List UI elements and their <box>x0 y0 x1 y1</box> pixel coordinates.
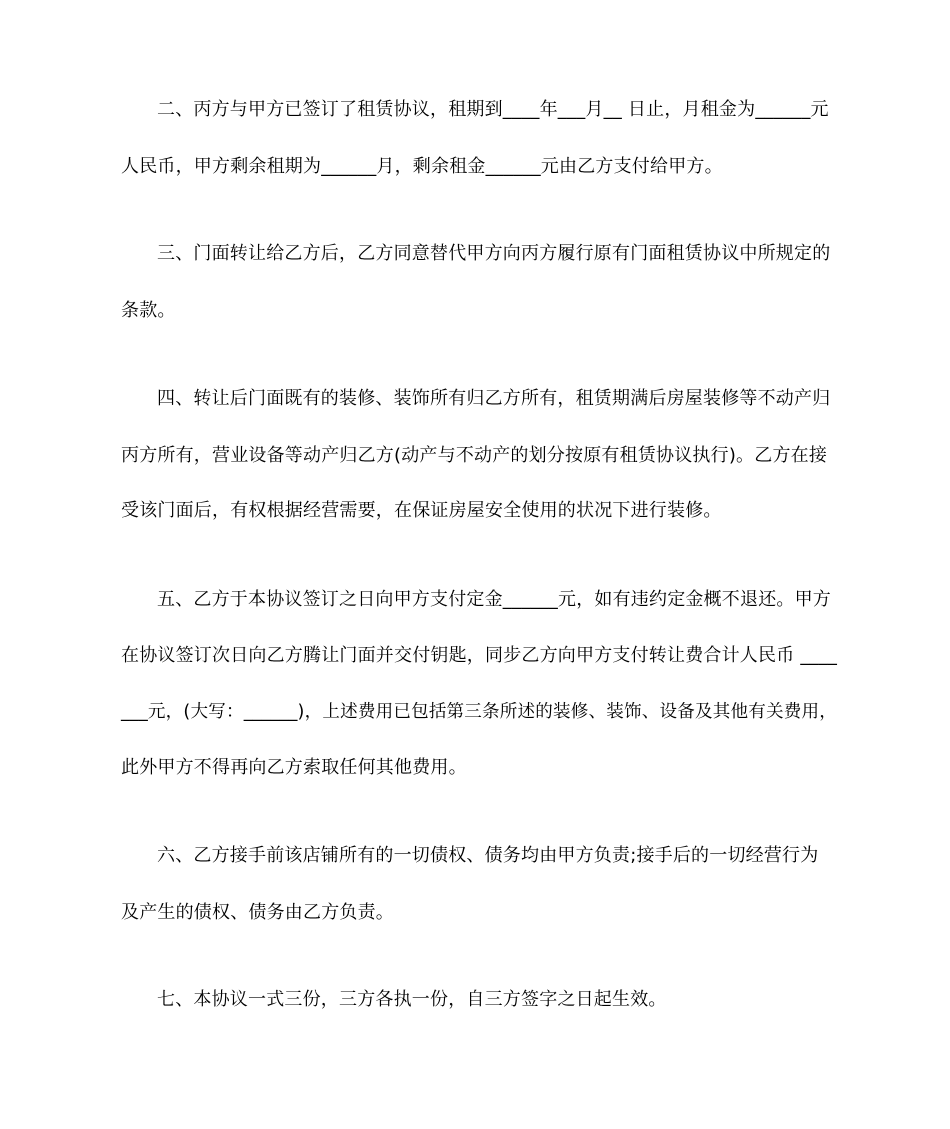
section-5-line-4: 此外甲方不得再向乙方索取任何其他费用。 <box>121 757 467 778</box>
section-4-line-1: 四、转让后门面既有的装修、装饰所有归乙方所有，租赁期满后房屋装修等不动产归 <box>157 388 831 409</box>
section-5-line-1: 五、乙方于本协议签订之日向甲方支付定金______元，如有违约定金概不退还。甲方 <box>157 589 831 610</box>
section-2-line-1: 二、丙方与甲方已签订了租赁协议，租期到____年___月__ 日止，月租金为______元 <box>157 99 829 120</box>
section-7-line-1: 七、本协议一式三份，三方各执一份，自三方签字之日起生效。 <box>157 989 667 1010</box>
section-3-line-1: 三、门面转让给乙方后，乙方同意替代甲方向丙方履行原有门面租赁协议中所规定的 <box>157 243 831 264</box>
section-5-line-3: ___元，(大写：______)，上述费用已包括第三条所述的装修、装饰、设备及其他有关费用， <box>121 702 837 722</box>
section-5-line-2: 在协议签订次日向乙方腾让门面并交付钥匙，同步乙方向甲方支付转让费合计人民币 ____ <box>121 645 838 666</box>
section-4-line-2: 丙方所有，营业设备等动产归乙方(动产与不动产的划分按原有租赁协议执行)。乙方在接 <box>121 445 828 466</box>
section-2-line-2: 人民币，甲方剩余租期为______月，剩余租金______元由乙方支付给甲方。 <box>121 156 723 177</box>
section-3-line-2: 条款。 <box>121 300 176 321</box>
section-6-line-2: 及产生的债权、债务由乙方负责。 <box>121 902 394 923</box>
section-4-line-3: 受该门面后，有权根据经营需要，在保证房屋安全使用的状况下进行装修。 <box>121 500 722 521</box>
section-6-line-1: 六、乙方接手前该店铺所有的一切债权、债务均由甲方负责;接手后的一切经营行为 <box>157 845 819 866</box>
